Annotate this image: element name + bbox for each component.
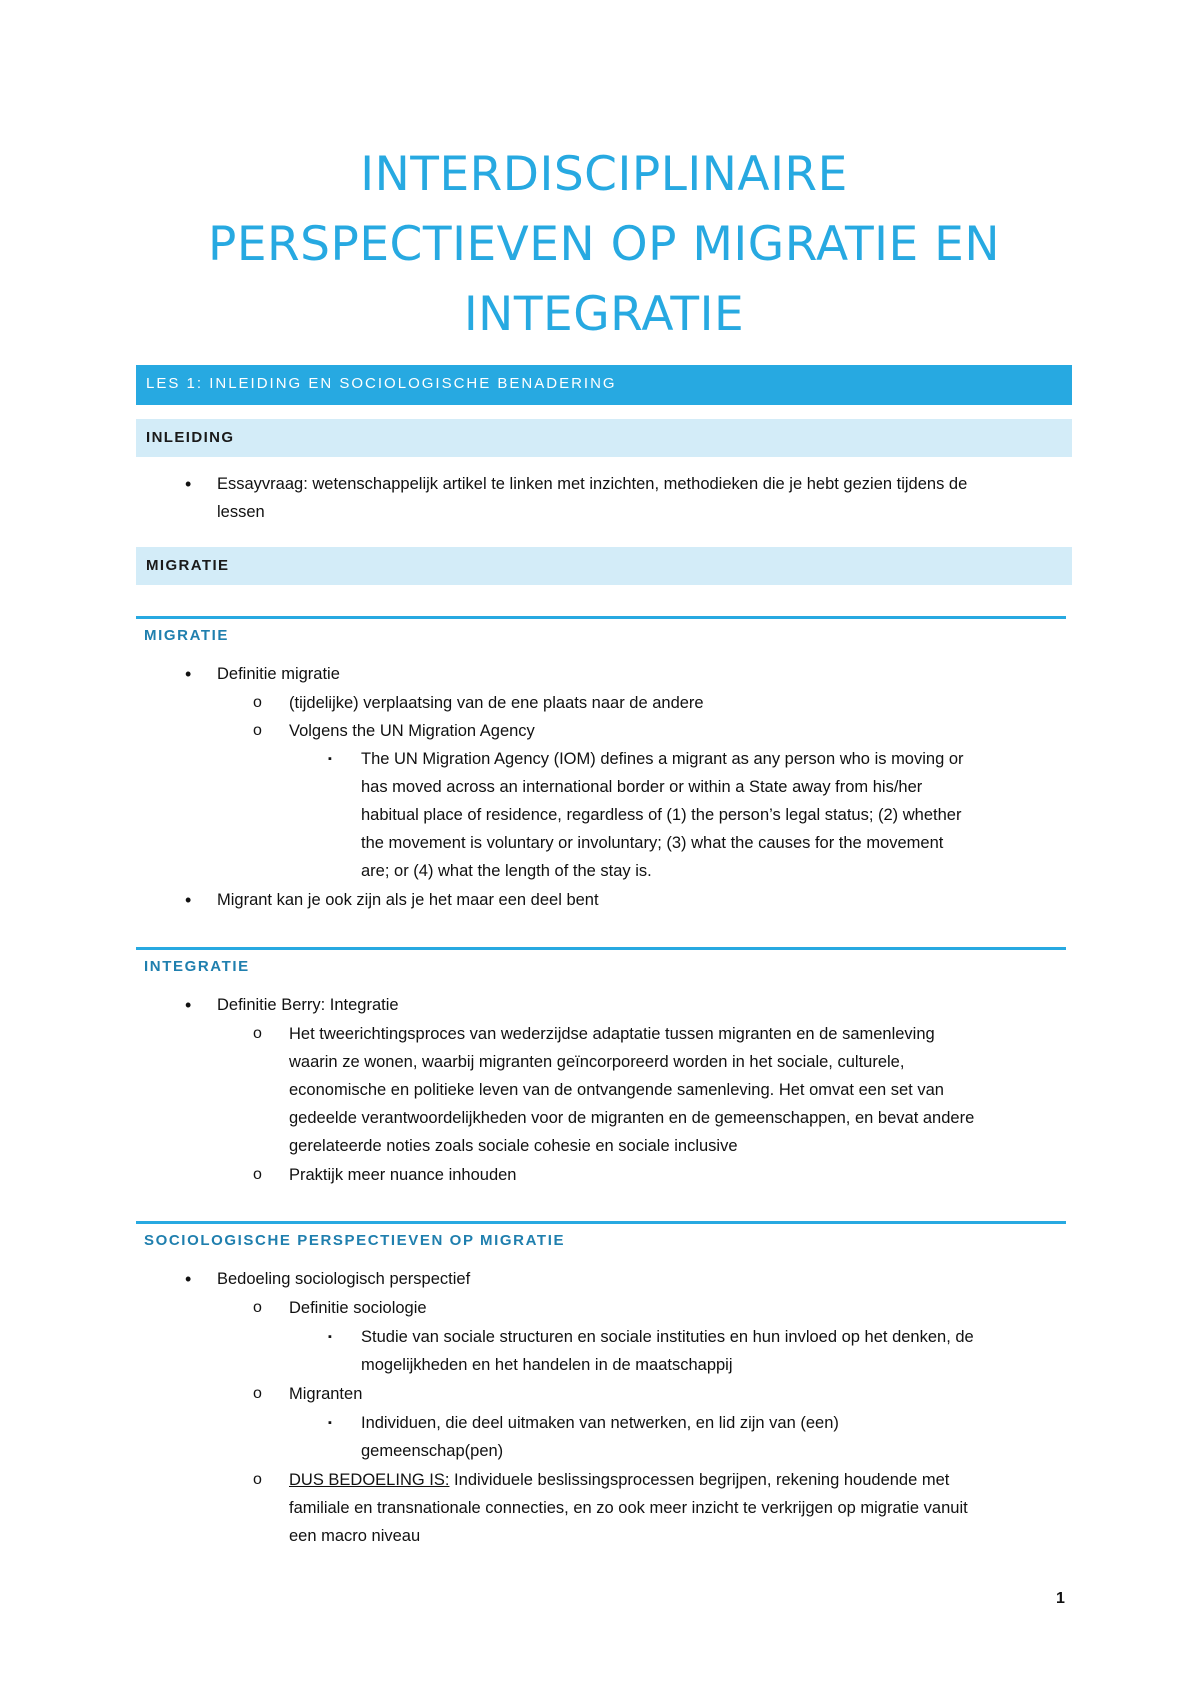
migratie-sub-1: (tijdelijke) verplaatsing van de ene plaats naar de andere [289, 694, 704, 712]
integratie-praktijk: Praktijk meer nuance inhouden [289, 1166, 517, 1184]
hollow-bullet-icon: o [253, 694, 262, 711]
section-rule [136, 947, 1066, 950]
heading-les1: LES 1: INLEIDING EN SOCIOLOGISCHE BENADERING [146, 375, 617, 392]
iom-line-3: habitual place of residence, regardless of (1) the person’s legal status; (2) whether [361, 806, 962, 824]
page-number: 1 [1056, 1590, 1065, 1607]
integratie-p-line-3: economische en politieke leven van de ontvangende samenleving. Het omvat een set van [289, 1081, 944, 1099]
hollow-bullet-icon: o [253, 1299, 262, 1316]
integratie-p-line-4: gedeelde verantwoordelijkheden voor de migranten en de gemeenschappen, en bevat andere [289, 1109, 975, 1127]
dus-bedoeling-label: DUS BEDOELING IS: [289, 1471, 450, 1489]
title-line-3: INTEGRATIE [463, 287, 745, 342]
essay-line-1: Essayvraag: wetenschappelijk artikel te linken met inzichten, methodieken die je hebt gezien tijdens de [217, 475, 968, 493]
heading-inleiding: INLEIDING [146, 429, 235, 446]
socio-bedoeling: Bedoeling sociologisch perspectief [217, 1270, 471, 1288]
heading-migratie-band-label: MIGRATIE [146, 557, 230, 574]
dus-line-3: een macro niveau [289, 1527, 421, 1545]
integratie-p-line-1: Het tweerichtingsproces van wederzijdse adaptatie tussen migranten en de samenleving [289, 1025, 935, 1043]
iom-line-2: has moved across an international border or within a State away from his/her [361, 778, 923, 796]
dus-line-1-text: Individuele beslissingsprocessen begrijpen, rekening houdende met [449, 1471, 950, 1489]
section-rule [136, 616, 1066, 619]
socio-migranten: Migranten [289, 1385, 363, 1403]
bullet-icon: • [185, 995, 192, 1015]
heading-migratie-band [136, 547, 1072, 585]
bullet-icon: • [185, 890, 192, 910]
hollow-bullet-icon: o [253, 1166, 262, 1183]
heading-migratie: MIGRATIE [144, 627, 230, 644]
bullet-icon: • [185, 664, 192, 684]
hollow-bullet-icon: o [253, 1385, 262, 1402]
title-line-2: PERSPECTIEVEN OP MIGRATIE EN [207, 217, 1001, 272]
indiv-line-2: gemeenschap(pen) [361, 1442, 504, 1460]
iom-line-5: are; or (4) what the length of the stay is. [361, 862, 652, 880]
hollow-bullet-icon: o [253, 1025, 262, 1042]
integratie-definitie: Definitie Berry: Integratie [217, 996, 399, 1014]
square-bullet-icon: ▪ [328, 753, 332, 765]
dus-line-1 [289, 1466, 949, 1494]
title-line-1: INTERDISCIPLINAIRE [360, 147, 848, 202]
hollow-bullet-icon: o [253, 1471, 262, 1488]
bullet-icon: • [185, 1269, 192, 1289]
integratie-p-line-2: waarin ze wonen, waarbij migranten geïncorporeerd worden in het sociale, culturele, [289, 1053, 905, 1071]
indiv-line-1: Individuen, die deel uitmaken van netwerken, en lid zijn van (een) [361, 1414, 839, 1432]
migratie-sub-2: Volgens the UN Migration Agency [289, 722, 535, 740]
document-title [136, 140, 1072, 350]
heading-les1-band [136, 365, 1072, 405]
studie-line-1: Studie van sociale structuren en sociale instituties en hun invloed op het denken, de [361, 1328, 974, 1346]
heading-inleiding-band [136, 419, 1072, 457]
dus-line-2: familiale en transnationale connecties, en zo ook meer inzicht te verkrijgen op migratie vanuit [289, 1499, 968, 1517]
essay-line-2: lessen [217, 503, 265, 521]
integratie-p-line-5: gerelateerde noties zoals sociale cohesie en sociale inclusive [289, 1137, 738, 1155]
heading-integratie: INTEGRATIE [144, 958, 250, 975]
migratie-definitie: Definitie migratie [217, 665, 340, 683]
iom-line-1: The UN Migration Agency (IOM) defines a migrant as any person who is moving or [361, 750, 964, 768]
iom-line-4: the movement is voluntary or involuntary; (3) what the causes for the movement [361, 834, 944, 852]
square-bullet-icon: ▪ [328, 1331, 332, 1343]
section-rule [136, 1221, 1066, 1224]
studie-line-2: mogelijkheden en het handelen in de maatschappij [361, 1356, 733, 1374]
hollow-bullet-icon: o [253, 722, 262, 739]
migrant-deel: Migrant kan je ook zijn als je het maar een deel bent [217, 891, 599, 909]
heading-sociologische-perspectieven: SOCIOLOGISCHE PERSPECTIEVEN OP MIGRATIE [144, 1232, 566, 1249]
square-bullet-icon: ▪ [328, 1417, 332, 1429]
bullet-icon: • [185, 474, 192, 494]
socio-definitie: Definitie sociologie [289, 1299, 427, 1317]
